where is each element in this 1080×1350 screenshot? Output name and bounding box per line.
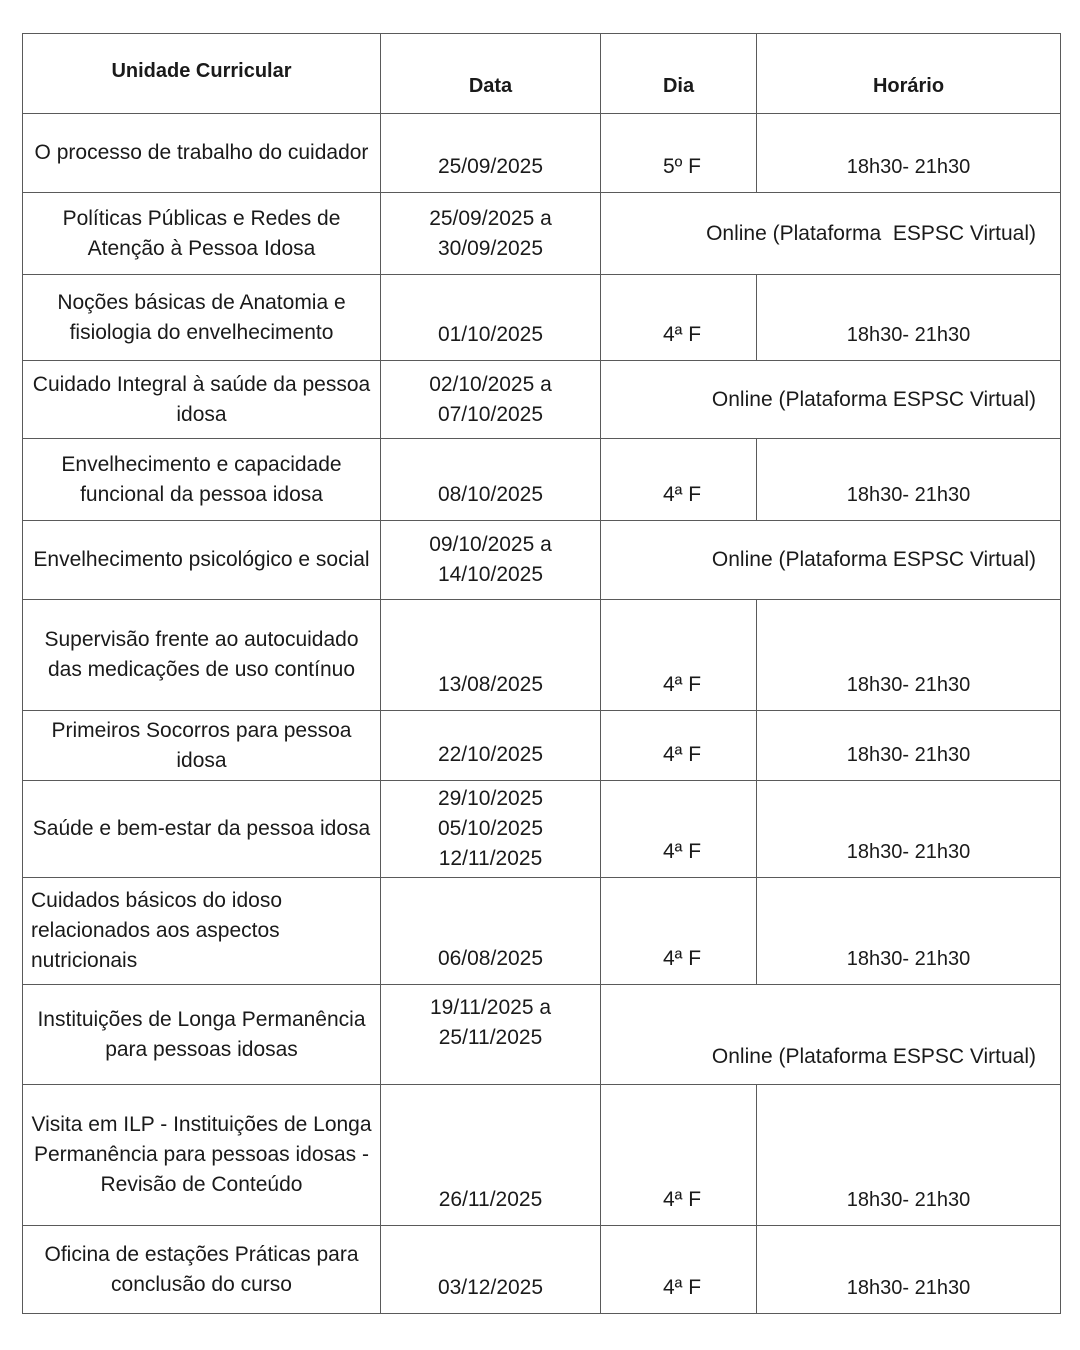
date-line: 29/10/2025 — [437, 787, 544, 810]
unit-cell: Cuidados básicos do idoso relacionados aos aspectos nutricionais — [23, 878, 381, 985]
date-line: 25/09/2025 a — [429, 206, 552, 230]
date-line: 30/09/2025 — [437, 236, 544, 260]
time-cell: 18h30- 21h30 — [757, 114, 1061, 193]
table-row — [23, 1226, 1061, 1314]
day-cell: 5º F — [601, 114, 757, 193]
date-line: 14/10/2025 — [437, 563, 544, 586]
date-line: 09/10/2025 a — [429, 533, 552, 556]
online-cell: Online (Plataforma ESPSC Virtual) — [601, 193, 1061, 275]
date-cell: 06/08/2025 — [381, 878, 601, 985]
table-row — [23, 600, 1061, 711]
table-row — [23, 1085, 1061, 1226]
time-cell: 18h30- 21h30 — [757, 600, 1061, 711]
header-date: Data — [381, 34, 601, 114]
date-cell — [381, 985, 601, 1085]
date-cell — [381, 781, 601, 878]
date-cell — [381, 361, 601, 439]
table-row — [23, 361, 1061, 439]
date-line: 05/10/2025 — [437, 817, 544, 840]
online-cell: Online (Plataforma ESPSC Virtual) — [601, 985, 1061, 1085]
date-cell: 26/11/2025 — [381, 1085, 601, 1226]
online-cell: Online (Plataforma ESPSC Virtual) — [601, 361, 1061, 439]
unit-cell: Políticas Públicas e Redes de Atenção à Pessoa Idosa — [23, 193, 381, 275]
unit-cell: Visita em ILP - Instituições de Longa Permanência para pessoas idosas - Revisão de Conteúdo — [23, 1085, 381, 1226]
header-row — [23, 34, 1061, 114]
day-cell: 4ª F — [601, 1226, 757, 1314]
table-row — [23, 781, 1061, 878]
time-cell: 18h30- 21h30 — [757, 1226, 1061, 1314]
unit-cell: Supervisão frente ao autocuidado das medicações de uso contínuo — [23, 600, 381, 711]
online-cell: Online (Plataforma ESPSC Virtual) — [601, 521, 1061, 600]
day-cell: 4ª F — [601, 711, 757, 781]
header-unit: Unidade Curricular — [23, 34, 381, 114]
header-time: Horário — [757, 34, 1061, 114]
unit-cell: Envelhecimento e capacidade funcional da pessoa idosa — [23, 439, 381, 521]
table-row — [23, 878, 1061, 985]
date-line: 07/10/2025 — [437, 402, 544, 426]
time-cell: 18h30- 21h30 — [757, 711, 1061, 781]
table-row — [23, 711, 1061, 781]
day-cell: 4ª F — [601, 878, 757, 985]
time-cell: 18h30- 21h30 — [757, 781, 1061, 878]
date-line: 12/11/2025 — [438, 847, 543, 870]
table-row — [23, 439, 1061, 521]
header-day: Dia — [601, 34, 757, 114]
unit-cell: Instituições de Longa Permanência para pessoas idosas — [23, 985, 381, 1085]
time-cell: 18h30- 21h30 — [757, 878, 1061, 985]
time-cell: 18h30- 21h30 — [757, 439, 1061, 521]
day-cell: 4ª F — [601, 439, 757, 521]
table-row — [23, 985, 1061, 1085]
unit-cell: Cuidado Integral à saúde da pessoa idosa — [23, 361, 381, 439]
schedule-table — [22, 33, 1061, 1314]
table-row — [23, 193, 1061, 275]
day-cell: 4ª F — [601, 600, 757, 711]
unit-cell: Oficina de estações Práticas para conclusão do curso — [23, 1226, 381, 1314]
table-row — [23, 275, 1061, 361]
date-cell: 03/12/2025 — [381, 1226, 601, 1314]
unit-cell: Envelhecimento psicológico e social — [23, 521, 381, 600]
unit-cell: Noções básicas de Anatomia e fisiologia do envelhecimento — [23, 275, 381, 361]
date-cell: 25/09/2025 — [381, 114, 601, 193]
date-cell: 01/10/2025 — [381, 275, 601, 361]
unit-cell: Primeiros Socorros para pessoa idosa — [23, 711, 381, 781]
table-row — [23, 114, 1061, 193]
date-line: 19/11/2025 a — [429, 996, 552, 1019]
unit-cell: O processo de trabalho do cuidador — [23, 114, 381, 193]
date-cell: 08/10/2025 — [381, 439, 601, 521]
time-cell: 18h30- 21h30 — [757, 1085, 1061, 1226]
day-cell: 4ª F — [601, 1085, 757, 1226]
date-cell: 13/08/2025 — [381, 600, 601, 711]
date-line: 25/11/2025 — [438, 1026, 543, 1049]
day-cell: 4ª F — [601, 781, 757, 878]
table-row — [23, 521, 1061, 600]
date-cell: 22/10/2025 — [381, 711, 601, 781]
date-line: 02/10/2025 a — [429, 372, 552, 396]
unit-cell: Saúde e bem-estar da pessoa idosa — [23, 781, 381, 878]
time-cell: 18h30- 21h30 — [757, 275, 1061, 361]
day-cell: 4ª F — [601, 275, 757, 361]
date-cell — [381, 193, 601, 275]
date-cell — [381, 521, 601, 600]
